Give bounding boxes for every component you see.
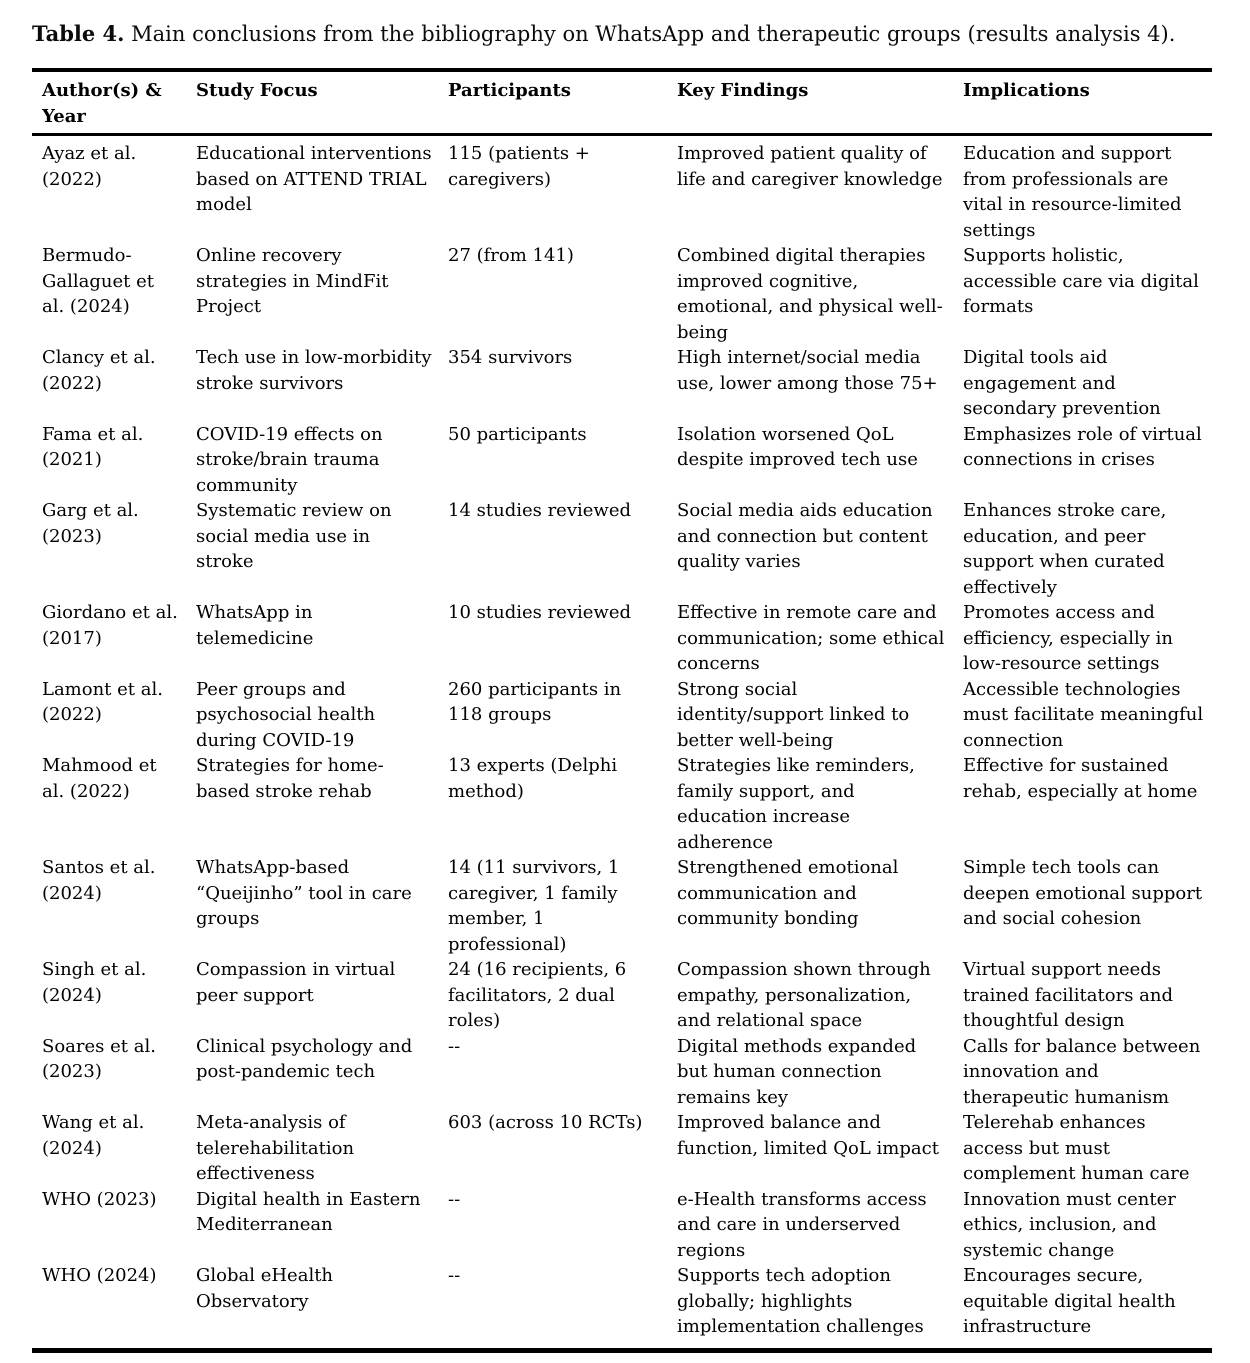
table-row [32,957,1212,1034]
cell-author-year: Giordano et al. (2017) [42,602,178,649]
cell-participants: 115 (patients + caregivers) [448,143,590,190]
cell-author-year: WHO (2024) [42,1265,157,1287]
cell-study-focus: WhatsApp in telemedicine [196,602,314,649]
cell-study-focus: Digital health in Eastern Mediterranean [196,1188,421,1236]
cell-study-focus: Tech use in low-morbidity stroke survivors [196,347,432,394]
header-cell-key-findings: Key Findings [677,70,963,135]
cell-author-year: Singh et al. (2024) [42,959,147,1006]
cell-author-year: Wang et al. (2024) [42,1112,145,1159]
cell-implications: Supports holistic, accessible care via digital formats [963,245,1199,318]
header-cell-participants: Participants [448,70,677,135]
cell-study-focus: WhatsApp-based “Queijinho” tool in care groups [196,857,412,930]
cell-participants: 24 (16 recipients, 6 facilitators, 2 dual roles) [448,959,627,1032]
cell-participants: 50 participants [448,423,587,445]
cell-author-year: Fama et al. (2021) [42,423,144,471]
cell-author-year: WHO (2023) [42,1188,157,1210]
cell-key-findings: e-Health transforms access and care in underserved regions [677,1188,927,1261]
cell-implications: Education and support from professionals are vital in resource-limited settings [963,143,1182,241]
cell-participants: 10 studies reviewed [448,602,631,624]
cell-key-findings: Compassion shown through empathy, personalization, and relational space [677,959,931,1032]
cell-implications: Telerehab enhances access but must complement human care [963,1112,1190,1185]
table-row [32,677,1212,754]
table-row [32,855,1212,957]
cell-study-focus: Clinical psychology and post-pandemic tech [196,1035,413,1083]
cell-key-findings: Effective in remote care and communication; some ethical concerns [677,602,945,675]
header-cell-author-year: Author(s) & Year [32,70,196,135]
header-cell-implications: Implications [963,70,1212,135]
cell-implications: Digital tools aid engagement and secondary prevention [963,347,1161,420]
cell-author-year: Ayaz et al. (2022) [42,143,137,190]
table-row [32,422,1212,499]
cell-key-findings: High internet/social media use, lower among those 75+ [677,347,938,394]
cell-author-year: Lamont et al. (2022) [42,678,163,726]
cell-author-year: Mahmood et al. (2022) [42,755,157,802]
table-row [32,345,1212,422]
cell-key-findings: Improved patient quality of life and caregiver knowledge [677,143,943,190]
cell-implications: Encourages secure, equitable digital health infrastructure [963,1265,1176,1338]
header-row [32,70,1212,135]
cell-participants: 260 participants in 118 groups [448,678,622,726]
cell-author-year: Clancy et al. (2022) [42,347,156,394]
table-caption [32,20,1218,48]
cell-implications: Innovation must center ethics, inclusion, and systemic change [963,1188,1176,1261]
cell-key-findings: Isolation worsened QoL despite improved tech use [677,423,918,471]
cell-implications: Calls for balance between innovation and therapeutic humanism [963,1035,1201,1108]
cell-participants: -- [448,1265,461,1287]
cell-study-focus: Systematic review on social media use in stroke [196,500,392,573]
table-row [32,1034,1212,1111]
cell-implications: Effective for sustained rehab, especially at home [963,755,1198,802]
cell-study-focus: Educational interventions based on ATTEND TRIAL model [196,143,432,216]
table-caption-text: Main conclusions from the bibliography on WhatsApp and therapeutic groups (results analysis 4). [124,22,1176,46]
table-row [32,1263,1212,1350]
cell-key-findings: Digital methods expanded but human connection remains key [677,1035,917,1108]
table-row [32,135,1212,244]
cell-author-year: Soares et al. (2023) [42,1035,156,1083]
cell-study-focus: Peer groups and psychosocial health during COVID-19 [196,678,376,751]
cell-study-focus: Online recovery strategies in MindFit Project [196,245,389,318]
cell-study-focus: Global eHealth Observatory [196,1265,334,1312]
cell-author-year: Garg et al. (2023) [42,500,139,547]
cell-key-findings: Strong social identity/support linked to better well-being [677,678,910,751]
cell-key-findings: Supports tech adoption globally; highlights implementation challenges [677,1265,924,1338]
cell-implications: Promotes access and efficiency, especially in low-resource settings [963,602,1173,675]
cell-implications: Simple tech tools can deepen emotional support and social cohesion [963,857,1203,930]
table-row [32,498,1212,600]
cell-author-year: Santos et al. (2024) [42,857,156,904]
cell-participants: 14 (11 survivors, 1 caregiver, 1 family member, 1 professional) [448,857,620,955]
cell-implications: Virtual support needs trained facilitators and thoughtful design [963,959,1174,1032]
cell-participants: 354 survivors [448,347,573,369]
cell-study-focus: Strategies for home-based stroke rehab [196,755,384,802]
cell-key-findings: Combined digital therapies improved cognitive, emotional, and physical well-being [677,245,943,343]
cell-participants: -- [448,1035,461,1057]
cell-participants: 14 studies reviewed [448,500,631,522]
cell-participants: -- [448,1188,461,1210]
results-table [32,68,1212,1353]
cell-implications: Emphasizes role of virtual connections in crises [963,423,1202,471]
cell-study-focus: Meta-analysis of telerehabilitation effectiveness [196,1112,355,1185]
table-caption-label: Table 4. [32,21,125,46]
header-cell-study-focus: Study Focus [196,70,448,135]
cell-key-findings: Social media aids education and connection but content quality varies [677,500,933,573]
cell-author-year: Bermudo-Gallaguet et al. (2024) [42,245,154,318]
cell-participants: 603 (across 10 RCTs) [448,1112,643,1134]
table-row [32,753,1212,855]
cell-key-findings: Strategies like reminders, family support, and education increase adherence [677,755,915,853]
cell-implications: Accessible technologies must facilitate meaningful connection [963,678,1204,751]
table-row [32,600,1212,677]
cell-key-findings: Strengthened emotional communication and community bonding [677,857,899,930]
table-row [32,1110,1212,1187]
cell-participants: 13 experts (Delphi method) [448,755,618,802]
cell-study-focus: COVID-19 effects on stroke/brain trauma community [196,423,383,496]
cell-implications: Enhances stroke care, education, and peer support when curated effectively [963,500,1167,598]
table-row [32,243,1212,345]
table-row [32,1187,1212,1264]
cell-participants: 27 (from 141) [448,245,574,267]
cell-key-findings: Improved balance and function, limited QoL impact [677,1112,939,1159]
cell-study-focus: Compassion in virtual peer support [196,959,396,1006]
